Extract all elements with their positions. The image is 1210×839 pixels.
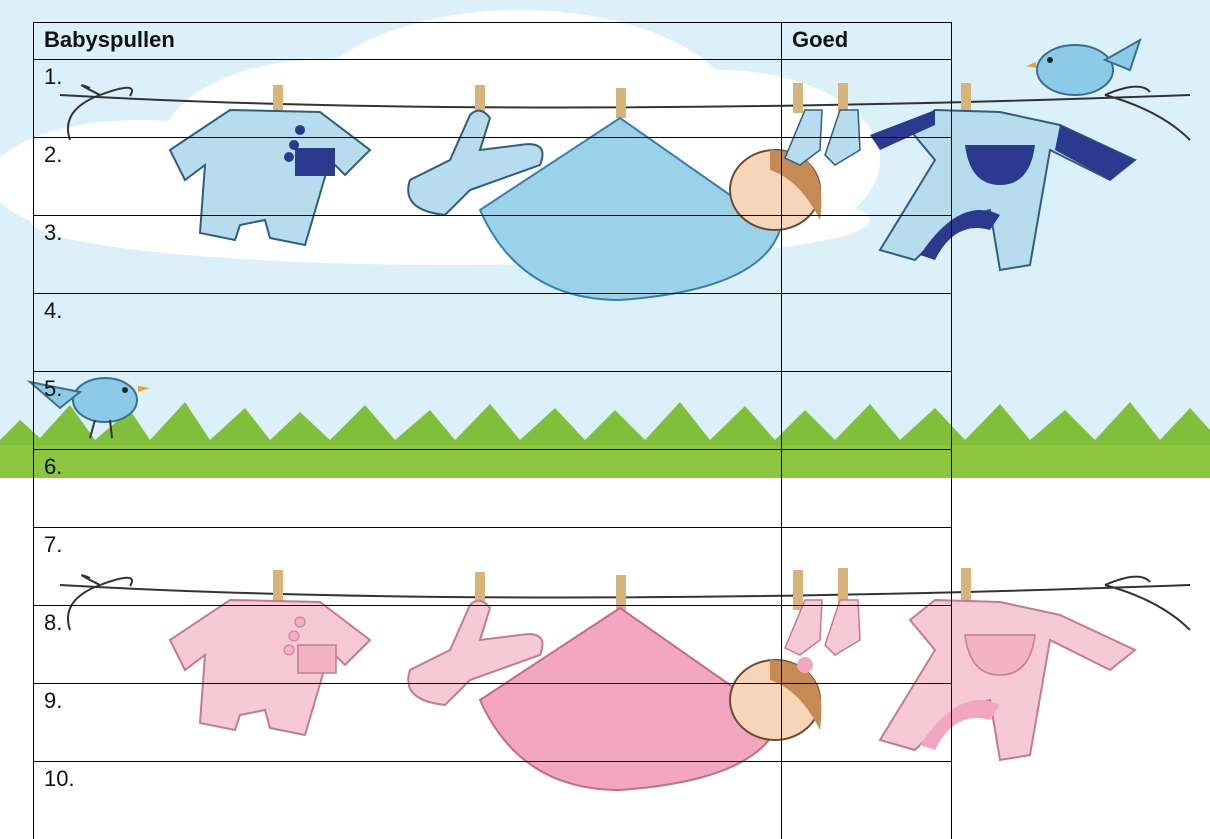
item-cell[interactable]: 4.	[34, 294, 782, 372]
table-row	[34, 684, 952, 762]
goed-cell[interactable]	[782, 762, 952, 839]
goed-cell[interactable]	[782, 528, 952, 606]
item-cell[interactable]: 8.	[34, 606, 782, 684]
worksheet-table	[33, 22, 952, 839]
item-cell[interactable]: 3.	[34, 216, 782, 294]
table-row	[34, 762, 952, 839]
goed-cell[interactable]	[782, 138, 952, 216]
item-cell[interactable]: 9.	[34, 684, 782, 762]
item-cell[interactable]: 7.	[34, 528, 782, 606]
table-row	[34, 60, 952, 138]
item-cell[interactable]: 6.	[34, 450, 782, 528]
item-cell[interactable]: 10.	[34, 762, 782, 839]
table-row	[34, 138, 952, 216]
goed-cell[interactable]	[782, 606, 952, 684]
item-cell[interactable]: 5.	[34, 372, 782, 450]
table-row	[34, 294, 952, 372]
goed-cell[interactable]	[782, 684, 952, 762]
column-header-babyspullen: Babyspullen	[34, 23, 782, 60]
table-row	[34, 372, 952, 450]
goed-cell[interactable]	[782, 450, 952, 528]
goed-cell[interactable]	[782, 372, 952, 450]
table-row	[34, 450, 952, 528]
column-header-goed: Goed	[782, 23, 952, 60]
table-header-row	[34, 23, 952, 60]
goed-cell[interactable]	[782, 294, 952, 372]
item-cell[interactable]: 2.	[34, 138, 782, 216]
goed-cell[interactable]	[782, 60, 952, 138]
table-row	[34, 216, 952, 294]
goed-cell[interactable]	[782, 216, 952, 294]
table-row	[34, 528, 952, 606]
item-cell[interactable]: 1.	[34, 60, 782, 138]
table-row	[34, 606, 952, 684]
